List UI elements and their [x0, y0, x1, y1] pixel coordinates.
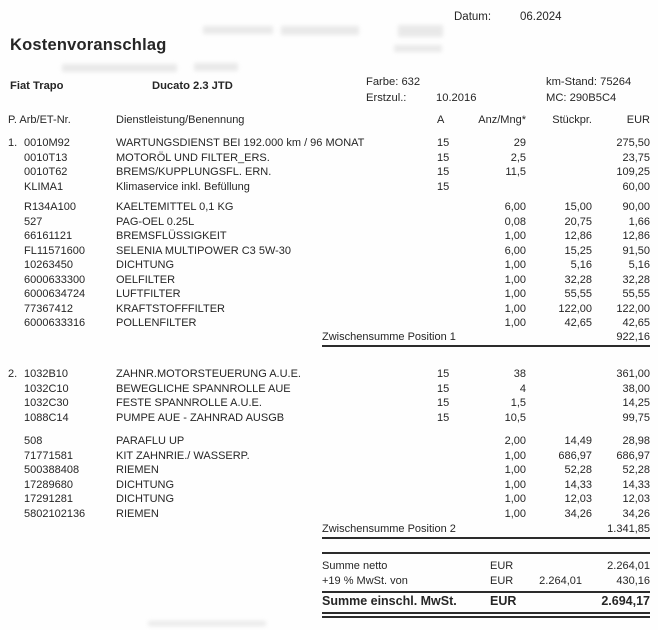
cell-desc: PAG-OEL 0.25L — [116, 215, 195, 228]
subtotal-label: Zwischensumme Position 2 — [322, 523, 456, 535]
summary-block — [322, 552, 650, 618]
scan-artifact — [394, 45, 442, 52]
cell-pos — [8, 200, 24, 215]
cell-qty: 38 — [513, 368, 526, 380]
cell-nr: 508 — [24, 435, 43, 447]
cell-a — [431, 215, 453, 230]
cell-desc: RIEMEN — [116, 507, 159, 520]
cell-unit: 14,49 — [564, 435, 592, 447]
table-row — [8, 507, 650, 522]
cell-nr: 77367412 — [24, 302, 73, 315]
page-title: Kostenvoranschlag — [10, 36, 167, 54]
cell-unit: 122,00 — [558, 302, 592, 315]
cell-nr: 1032B10 — [24, 368, 69, 380]
cell-total: 122,00 — [616, 302, 650, 315]
cell-total: 12,86 — [622, 230, 650, 242]
cell-a — [431, 316, 453, 331]
grand-total-base — [520, 593, 582, 609]
subtotal-value: 922,16 — [616, 330, 650, 343]
cell-total: 28,98 — [622, 435, 650, 447]
vat-value: 430,16 — [616, 575, 650, 587]
cell-unit: 52,28 — [564, 464, 592, 476]
vehicle-color: Farbe: 632 — [366, 76, 421, 88]
cell-pos — [8, 396, 24, 411]
cell-nr: 1032C30 — [24, 397, 69, 409]
cell-qty: 1,00 — [504, 230, 526, 242]
cell-desc: KAELTEMITTEL 0,1 KG — [116, 201, 234, 213]
cell-a — [431, 507, 453, 522]
cell-a: 15 — [437, 180, 450, 193]
cell-desc: FESTE SPANNROLLE A.U.E. — [116, 397, 262, 409]
cell-pos — [8, 463, 24, 478]
cell-total: 42,65 — [622, 317, 650, 329]
cell-nr: R134A100 — [24, 201, 76, 213]
cell-unit: 5,16 — [570, 259, 592, 271]
cell-unit: 42,65 — [564, 317, 592, 329]
cell-a — [431, 258, 453, 273]
cell-qty: 1,00 — [504, 449, 526, 462]
grand-total-currency: EUR — [490, 594, 517, 608]
grand-total-row — [322, 593, 650, 609]
cell-pos — [8, 382, 24, 397]
cell-qty: 11,5 — [505, 166, 526, 178]
cell-pos — [8, 244, 24, 259]
net-base — [520, 559, 582, 574]
cell-nr: 1088C14 — [24, 411, 69, 424]
cell-a — [431, 449, 453, 464]
cell-pos — [8, 434, 24, 449]
cell-qty: 6,00 — [504, 201, 526, 213]
cell-total: 14,25 — [622, 397, 650, 409]
scan-artifact — [398, 25, 443, 37]
cell-qty: 0,08 — [504, 215, 526, 228]
cell-nr: 17291281 — [24, 493, 73, 505]
net-label: Summe netto — [322, 560, 388, 572]
cell-pos — [8, 258, 24, 273]
cell-total: 275,50 — [616, 137, 650, 149]
cell-total: 32,28 — [622, 273, 650, 286]
cell-unit: 15,00 — [564, 201, 592, 213]
table-row — [8, 411, 650, 426]
cell-desc: Klimaservice inkl. Befüllung — [116, 180, 250, 193]
cell-pos — [8, 165, 24, 180]
subtotal-label: Zwischensumme Position 1 — [322, 330, 456, 343]
cell-total: 5,16 — [628, 259, 650, 271]
cell-a: 15 — [437, 166, 450, 178]
cell-pos — [8, 507, 24, 522]
cell-qty: 1,00 — [504, 273, 526, 286]
cell-total: 109,25 — [616, 166, 650, 178]
cell-a — [431, 287, 453, 302]
header-pos-nr: P. Arb/ET-Nr. — [8, 114, 71, 126]
scan-artifact — [203, 26, 273, 34]
cell-nr: 6000633300 — [24, 273, 86, 286]
cell-desc: BREMSFLÜSSIGKEIT — [116, 230, 227, 242]
double-rule-bottom — [322, 616, 650, 618]
cell-total: 60,00 — [622, 180, 650, 193]
table-row — [8, 273, 650, 288]
cell-a: 15 — [437, 397, 450, 409]
header-unit-price: Stückpr. — [552, 114, 592, 126]
cell-nr: 71771581 — [24, 449, 73, 462]
first-registration-value: 10.2016 — [436, 92, 477, 104]
cell-unit: 12,86 — [564, 230, 592, 242]
cell-pos — [8, 411, 24, 426]
cell-nr: 1032C10 — [24, 382, 69, 395]
cell-nr: 5802102136 — [24, 507, 86, 520]
cell-unit — [526, 411, 592, 426]
vat-currency: EUR — [490, 575, 514, 587]
cell-pos: 2. — [8, 368, 18, 380]
cell-unit: 32,28 — [564, 273, 592, 286]
vehicle-make: Fiat Trapo — [10, 80, 64, 92]
table-header-row — [8, 114, 650, 126]
cell-total: 52,28 — [622, 464, 650, 476]
cell-a: 15 — [437, 368, 450, 380]
cell-total: 12,03 — [622, 493, 650, 505]
cell-pos — [8, 478, 24, 493]
position-2-labor-rows — [8, 367, 650, 425]
cell-qty: 2,00 — [504, 435, 526, 447]
cell-unit — [526, 382, 592, 397]
cell-desc: POLLENFILTER — [116, 317, 197, 329]
scan-artifact — [194, 63, 238, 71]
cell-unit — [526, 396, 592, 411]
vehicle-km: km-Stand: 75264 — [546, 76, 632, 88]
cell-pos — [8, 229, 24, 244]
cell-a — [431, 302, 453, 317]
cell-qty: 4 — [519, 382, 526, 395]
date-value: 06.2024 — [520, 11, 562, 23]
cell-nr: 0010T13 — [24, 151, 68, 164]
cell-total: 14,33 — [622, 478, 650, 491]
cell-pos — [8, 180, 24, 195]
cell-qty: 2,5 — [510, 151, 526, 164]
cell-qty: 6,00 — [504, 244, 526, 257]
vat-base: 2.264,01 — [539, 575, 582, 587]
cell-total: 34,26 — [622, 507, 650, 520]
cell-desc: BREMS/KUPPLUNGSFL. ERN. — [116, 166, 272, 178]
cell-desc: KRAFTSTOFFFILTER — [116, 302, 225, 315]
table-row — [8, 200, 650, 215]
cell-unit: 14,33 — [564, 478, 592, 491]
cell-unit: 34,26 — [564, 507, 592, 520]
cell-qty: 29 — [513, 137, 526, 149]
scan-artifact — [148, 621, 266, 626]
cell-nr: FL11571600 — [24, 244, 85, 257]
cell-desc: ZAHNR.MOTORSTEUERUNG A.U.E. — [116, 368, 301, 380]
line-items-table — [8, 136, 650, 539]
cell-desc: DICHTUNG — [116, 478, 175, 491]
table-row — [8, 434, 650, 449]
position-1-labor-rows — [8, 136, 650, 194]
cell-nr: 527 — [24, 215, 43, 228]
table-row — [8, 316, 650, 331]
cell-unit: 20,75 — [564, 215, 592, 228]
position-2-parts-rows — [8, 434, 650, 521]
cell-desc: PUMPE AUE - ZAHNRAD AUSGB — [116, 411, 285, 424]
cell-nr: 6000634724 — [24, 288, 86, 300]
cell-desc: SELENIA MULTIPOWER C3 5W-30 — [116, 244, 292, 257]
cell-nr: 66161121 — [24, 230, 73, 242]
table-row — [8, 229, 650, 244]
header-eur: EUR — [626, 114, 650, 126]
cell-nr: 6000633316 — [24, 317, 86, 329]
cell-unit — [526, 136, 592, 151]
cell-qty: 1,00 — [504, 493, 526, 505]
table-row — [8, 396, 650, 411]
table-row — [8, 367, 650, 382]
vehicle-model: Ducato 2.3 JTD — [152, 80, 233, 92]
date-label: Datum: — [454, 11, 492, 23]
table-row — [8, 449, 650, 464]
vat-label: +19 % MwSt. von — [322, 575, 408, 587]
cell-total: 23,75 — [622, 151, 650, 164]
table-row — [8, 136, 650, 151]
cell-unit — [526, 165, 592, 180]
header-description: Dienstleistung/Benennung — [116, 114, 245, 126]
cell-total: 55,55 — [622, 288, 650, 300]
cell-desc: KIT ZAHNRIE./ WASSERP. — [116, 449, 250, 462]
cell-a — [431, 200, 453, 215]
cell-unit: 12,03 — [564, 493, 592, 505]
cell-qty: 1,00 — [504, 478, 526, 491]
cell-desc: RIEMEN — [116, 464, 159, 476]
cell-total: 91,50 — [622, 244, 650, 257]
subtotal-position-1 — [322, 331, 650, 347]
cell-total: 686,97 — [616, 449, 650, 462]
vehicle-mc: MC: 290B5C4 — [546, 92, 617, 104]
cell-pos — [8, 316, 24, 331]
double-rule-top — [322, 612, 650, 614]
subtotal-position-2 — [322, 523, 650, 539]
cell-total: 38,00 — [622, 382, 650, 395]
cell-unit: 55,55 — [564, 288, 592, 300]
cell-nr: 500388408 — [24, 464, 80, 476]
cell-nr: 10263450 — [24, 259, 73, 271]
cell-total: 90,00 — [622, 201, 650, 213]
subtotal-value: 1.341,85 — [607, 523, 650, 535]
cell-pos — [8, 273, 24, 288]
grand-total-value: 2.694,17 — [601, 594, 650, 608]
cell-a — [431, 434, 453, 449]
scan-artifact — [62, 64, 177, 72]
cell-qty: 1,00 — [504, 317, 526, 329]
table-row — [8, 215, 650, 230]
header-a: A — [437, 114, 445, 126]
cell-qty: 10,5 — [504, 411, 526, 424]
cell-pos — [8, 287, 24, 302]
cell-pos — [8, 302, 24, 317]
cell-desc: MOTORÖL UND FILTER_ERS. — [116, 151, 270, 164]
cell-pos: 1. — [8, 137, 18, 149]
cell-unit — [526, 367, 592, 382]
cell-desc: OELFILTER — [116, 273, 176, 286]
cell-total: 99,75 — [622, 411, 650, 424]
cell-pos — [8, 151, 24, 166]
cell-nr: 0010T62 — [24, 166, 68, 178]
table-row — [8, 180, 650, 195]
net-value: 2.264,01 — [607, 560, 650, 572]
cell-a — [431, 229, 453, 244]
cell-unit — [526, 151, 592, 166]
table-row — [8, 492, 650, 507]
cell-unit: 15,25 — [564, 244, 592, 257]
summary-top-rule — [322, 552, 650, 554]
cell-desc: WARTUNGSDIENST BEI 192.000 km / 96 MONAT — [116, 137, 365, 149]
cell-nr: 17289680 — [24, 478, 73, 491]
cell-desc: BEWEGLICHE SPANNROLLE AUE — [116, 382, 291, 395]
table-row — [8, 287, 650, 302]
cell-a: 15 — [437, 382, 450, 395]
cell-desc: DICHTUNG — [116, 259, 175, 271]
cell-qty: 1,00 — [504, 302, 526, 315]
table-row — [8, 244, 650, 259]
table-row — [8, 463, 650, 478]
net-total-row — [322, 559, 650, 574]
net-currency: EUR — [490, 560, 514, 572]
cell-unit — [526, 180, 592, 195]
cell-desc: PARAFLU UP — [116, 435, 185, 447]
position-1-parts-rows — [8, 200, 650, 331]
table-row — [8, 258, 650, 273]
cell-pos — [8, 492, 24, 507]
cell-pos — [8, 449, 24, 464]
cell-a — [431, 492, 453, 507]
cell-total: 361,00 — [616, 368, 650, 380]
cell-qty: 1,00 — [504, 507, 526, 520]
first-registration-label: Erstzul.: — [366, 92, 407, 104]
vat-row — [322, 574, 650, 589]
header-qty: Anz/Mng* — [478, 114, 526, 126]
cell-desc: LUFTFILTER — [116, 288, 181, 300]
grand-total-label: Summe einschl. MwSt. — [322, 594, 457, 608]
table-row — [8, 165, 650, 180]
cell-a: 15 — [437, 137, 450, 149]
cell-total: 1,66 — [628, 215, 650, 228]
cell-a — [431, 478, 453, 493]
cell-nr: 0010M92 — [24, 137, 70, 149]
table-row — [8, 478, 650, 493]
cell-desc: DICHTUNG — [116, 493, 175, 505]
cell-qty: 1,00 — [504, 288, 526, 300]
table-row — [8, 302, 650, 317]
cell-a — [431, 463, 453, 478]
cell-a — [431, 273, 453, 288]
cell-qty: 1,5 — [510, 397, 526, 409]
cell-unit: 686,97 — [558, 449, 592, 462]
table-row — [8, 382, 650, 397]
cell-nr: KLIMA1 — [24, 180, 64, 193]
cell-a: 15 — [437, 411, 450, 424]
cell-qty — [453, 180, 526, 195]
cell-pos — [8, 215, 24, 230]
cell-qty: 1,00 — [504, 259, 526, 271]
cell-a — [431, 244, 453, 259]
scan-artifact — [281, 26, 359, 35]
cell-a: 15 — [437, 151, 450, 164]
table-row — [8, 151, 650, 166]
cell-qty: 1,00 — [504, 464, 526, 476]
